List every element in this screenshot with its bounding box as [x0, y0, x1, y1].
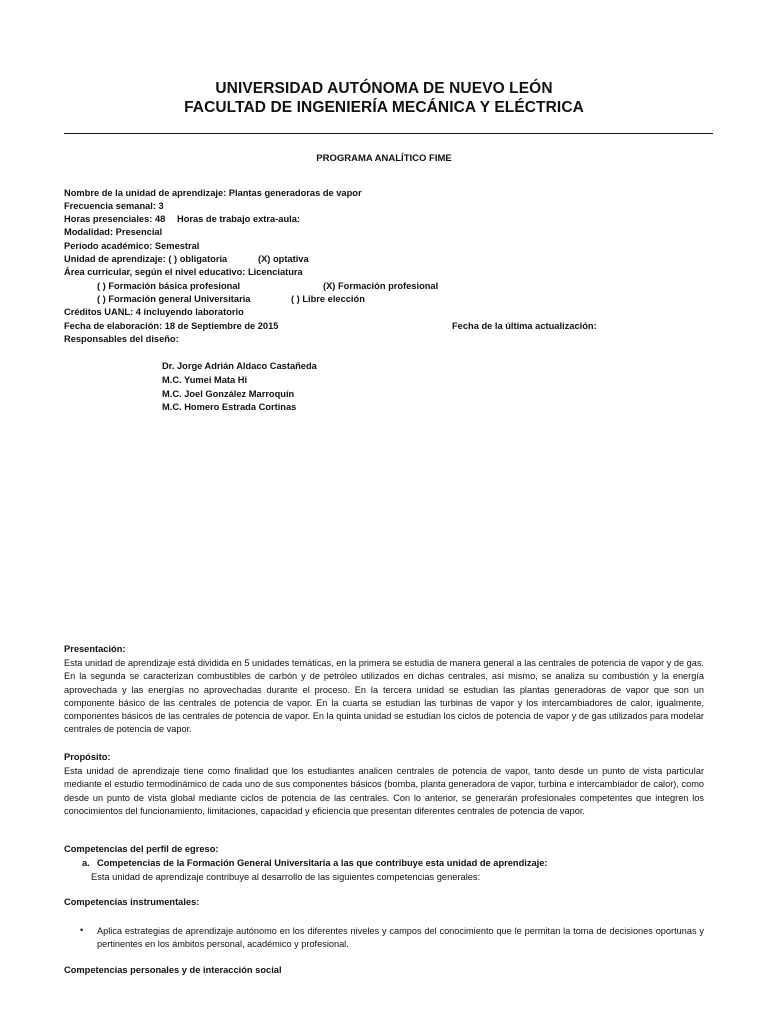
responsable-name: M.C. Homero Estrada Cortinas: [162, 402, 297, 412]
info-responsables-label: Responsables del diseño:: [64, 334, 179, 344]
proposito-heading: Propósito:: [64, 752, 111, 762]
info-formacion-basica: ( ) Formación básica profesional: [97, 281, 241, 291]
info-libre-eleccion: ( ) Libre elección: [291, 294, 365, 304]
bullet-icon: •: [80, 925, 84, 935]
info-area: Área curricular, según el nivel educativo: Licenciatura: [64, 267, 303, 277]
instrumentales-item: Aplica estrategias de aprendizaje autónomo en los diferentes niveles y campos del conocimiento que le permitan la toma de decisiones oportunas y pertinentes en los ámbitos personal, académico y profesional.: [97, 926, 704, 950]
faculty-title: FACULTAD DE INGENIERÍA MECÁNICA Y ELÉCTRICA: [184, 99, 584, 116]
info-fecha-actualizacion: Fecha de la última actualización:: [452, 321, 597, 331]
presentacion-paragraph: Esta unidad de aprendizaje está dividida en 5 unidades temáticas, en la primera se estudia de manera general a las centrales de potencia de vapor y de gas. En la segunda se caracterizan combustibles de carbón y de petróleo utilizados en dichas centrales, así mismo, se analiza su combustión y la energía aprovechada y las energías no aprovechadas durante el proceso. En la tercera unidad se estudian las plantas generadoras de vapor que son un componente básico de las centrales de potencia de vapor. En la cuarta se estudian las turbinas de vapor y los intercambiadores de calor, igualmente, componentes básicos de las centrales de potencia de vapor. En la quinta unidad se estudian los ciclos de potencia de vapor y de gas utilizados para modelar centrales de potencia de vapor.: [64, 658, 704, 735]
info-nombre: Nombre de la unidad de aprendizaje: Plantas generadoras de vapor: [64, 188, 362, 198]
proposito-paragraph: Esta unidad de aprendizaje tiene como finalidad que los estudiantes analicen centrales de potencia de vapor, tanto desde un punto de vista particular mediante el estudio termodinámico de cada uno de sus componentes básicos (bomba, planta generadora de vapor, turbina e intercambiador de calor), como desde un punto de vista global mediante ciclos de potencia de las centrales. Con lo anterior, se generarán profesionales competentes que integren los conocimientos del funcionamiento, limitaciones, capacidad y eficiencia que presentan diferentes centrales de potencia de vapor.: [64, 766, 704, 816]
info-modalidad: Modalidad: Presencial: [64, 227, 163, 237]
competencias-fgu-text: Esta unidad de aprendizaje contribuye al desarrollo de las siguientes competencias generales:: [91, 872, 481, 882]
competencias-fgu-item: Competencias de la Formación General Universitaria a las que contribuye esta unidad de aprendizaje:: [97, 858, 548, 868]
info-periodo: Período académico: Semestral: [64, 241, 200, 251]
info-frecuencia: Frecuencia semanal: 3: [64, 201, 164, 211]
list-marker-a: a.: [82, 858, 90, 868]
responsable-name: M.C. Yumei Mata Hi: [162, 375, 248, 385]
competencias-heading: Competencias del perfil de egreso:: [64, 844, 219, 854]
program-title: PROGRAMA ANALÍTICO FIME: [316, 153, 452, 164]
personales-heading: Competencias personales y de interacción social: [64, 965, 282, 975]
responsable-name: M.C. Joel González Marroquín: [162, 389, 295, 399]
info-fecha-elaboracion: Fecha de elaboración: 18 de Septiembre de 2015: [64, 321, 279, 331]
info-horas-extra: Horas de trabajo extra-aula:: [177, 214, 300, 224]
info-optativa: (X) optativa: [258, 254, 309, 264]
presentacion-heading: Presentación:: [64, 644, 126, 654]
header-rule: [64, 133, 713, 134]
instrumentales-heading: Competencias instrumentales:: [64, 897, 200, 907]
info-formacion-general: ( ) Formación general Universitaria: [97, 294, 251, 304]
info-horas-presenciales: Horas presenciales: 48: [64, 214, 166, 224]
responsable-name: Dr. Jorge Adrián Aldaco Castañeda: [162, 361, 317, 371]
info-formacion-profesional: (X) Formación profesional: [323, 281, 439, 291]
university-title: UNIVERSIDAD AUTÓNOMA DE NUEVO LEÓN: [215, 80, 553, 97]
info-creditos: Créditos UANL: 4 incluyendo laboratorio: [64, 307, 244, 317]
info-unidad: Unidad de aprendizaje: ( ) obligatoria: [64, 254, 228, 264]
